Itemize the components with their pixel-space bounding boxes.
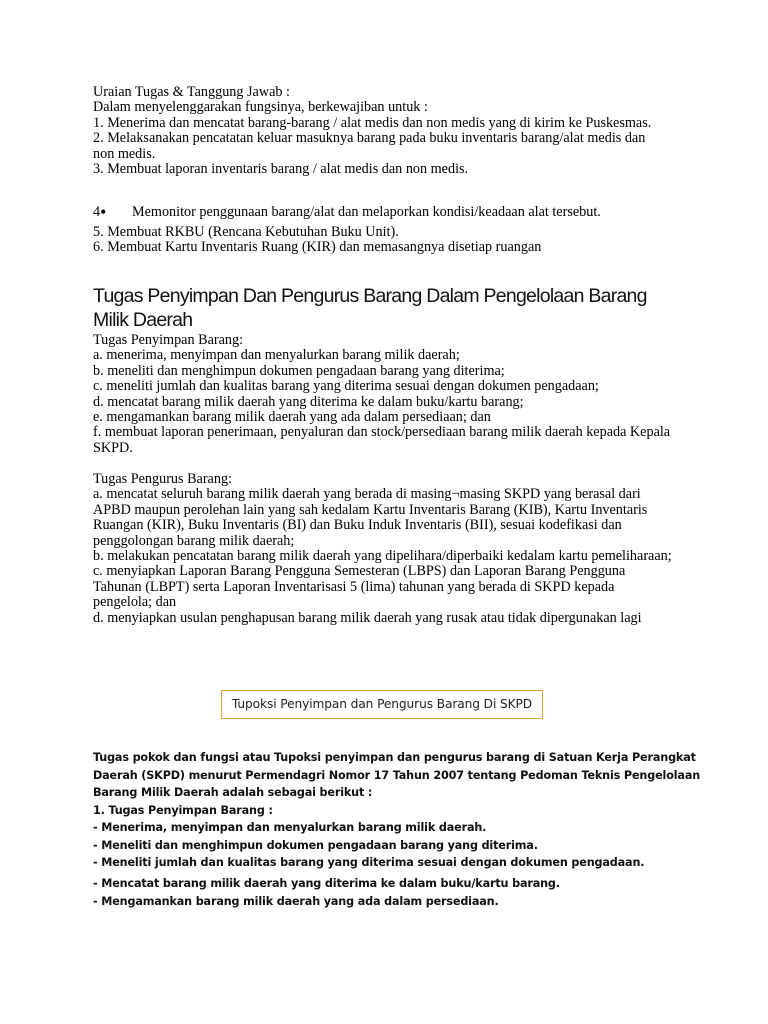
penyimpan-item-f-line-2: SKPD. [93, 439, 133, 456]
pengurus-item-a-line-4: penggolongan barang milik daerah; [93, 532, 295, 549]
tupoksi-list-title: 1. Tugas Penyimpan Barang : [93, 803, 273, 817]
tupoksi-para-line-3: Barang Milik Daerah adalah sebagai berikut : [93, 786, 373, 799]
duties-intro [93, 85, 683, 177]
penyimpan-item-a: a. menerima, menyimpan dan menyalurkan barang milik daerah; [93, 347, 460, 364]
penyimpan-item-d: d. mencatat barang milik daerah yang diterima ke dalam buku/kartu barang; [93, 393, 524, 410]
tupoksi-para-line-2: Daerah (SKPD) menurut Permendagri Nomor 17 Tahun 2007 tentang Pedoman Teknis Pengelolaan [93, 768, 701, 782]
pengurus-item-d: d. menyiapkan usulan penghapusan barang milik daerah yang rusak atau tidak dipergunakan lagi [93, 609, 642, 626]
tupoksi-item-2: - Meneliti dan menghimpun dokumen pengadaan barang yang diterima. [93, 838, 538, 852]
duty-item-2-line-2: non medis. [93, 145, 156, 162]
tupoksi-item-4: - Mencatat barang milik daerah yang diterima ke dalam buku/kartu barang. [93, 877, 560, 890]
penyimpan-item-f-line-1: f. membuat laporan penerimaan, penyaluran dan stock/persediaan barang milik daerah kepada Kepala [93, 424, 671, 441]
penyimpan-title: Tugas Penyimpan Barang: [93, 332, 244, 348]
tupoksi-paragraph [93, 749, 701, 872]
section-title-line-1: Tugas Penyimpan Dan Pengurus Barang Dalam Pengelolaan Barang [93, 285, 647, 307]
penyimpan-item-b: b. meneliti dan menghimpun dokumen pengadaan barang yang diterima; [93, 362, 505, 379]
pengurus-item-a-line-1: a. mencatat seluruh barang milik daerah yang berada di masing¬masing SKPD yang berasal dari [93, 486, 641, 503]
pengurus-item-a-line-3: Ruangan (KIR), Buku Inventaris (BI) dan Buku Induk Inventaris (BII), sesuai kodefikasi dan [93, 517, 622, 534]
duty-item-6: 6. Membuat Kartu Inventaris Ruang (KIR) dan memasangnya disetiap ruangan [93, 239, 542, 256]
duties-heading: Uraian Tugas & Tanggung Jawab : [93, 84, 290, 100]
pengurus-section [93, 472, 683, 626]
bullet-icon: • [100, 202, 107, 222]
duty-item-5: 5. Membuat RKBU (Rencana Kebutuhan Buku Unit). [93, 224, 399, 240]
duty-items-5-6 [93, 225, 683, 256]
pengurus-item-b: b. melakukan pencatatan barang milik daerah yang dipelihara/diperbaiki kedalam kartu pemeliharaan; [93, 548, 672, 565]
tupoksi-list-continued [93, 875, 693, 910]
tupoksi-para-line-1: Tugas pokok dan fungsi atau Tupoksi penyimpan dan pengurus barang di Satuan Kerja Perangkat [93, 751, 696, 764]
penyimpan-item-c: c. meneliti jumlah dan kualitas barang yang diterima sesuai dengan dokumen pengadaan; [93, 378, 599, 395]
pengurus-item-c-line-3: pengelola; dan [93, 594, 177, 611]
duty-item-4-number: 4 [93, 204, 101, 220]
section-title [93, 284, 693, 332]
pengurus-item-c-line-1: c. menyiapkan Laporan Barang Pengguna Semesteran (LBPS) dan Laporan Barang Pengguna [93, 563, 626, 580]
duty-item-2-line-1: 2. Melaksanakan pencatatan keluar masuknya barang pada buku inventaris barang/alat medis dan [93, 130, 646, 147]
pengurus-title: Tugas Pengurus Barang: [93, 471, 232, 487]
tupoksi-title-box: Tupoksi Penyimpan dan Pengurus Barang Di SKPD [221, 690, 543, 719]
duty-item-3: 3. Membuat laporan inventaris barang / alat medis dan non medis. [93, 161, 469, 178]
tupoksi-item-3: - Meneliti jumlah dan kualitas barang yang diterima sesuai dengan dokumen pengadaan. [93, 856, 645, 869]
tupoksi-item-1: - Menerima, menyimpan dan menyalurkan barang milik daerah. [93, 821, 487, 834]
duties-subheading: Dalam menyelenggarakan fungsinya, berkewajiban untuk : [93, 99, 428, 116]
duty-item-1: 1. Menerima dan mencatat barang-barang / alat medis dan non medis yang di kirim ke Puskesmas. [93, 114, 652, 131]
penyimpan-section [93, 333, 683, 456]
duty-item-4-text: Memonitor penggunaan barang/alat dan melaporkan kondisi/keadaan alat tersebut. [132, 204, 601, 220]
pengurus-item-a-line-2: APBD maupun perolehan lain yang sah kedalam Kartu Inventaris Barang (KIB), Kartu Inventaris [93, 501, 648, 518]
tupoksi-item-5: - Mengamankan barang milik daerah yang ada dalam persediaan. [93, 894, 499, 908]
pengurus-item-c-line-2: Tahunan (LBPT) serta Laporan Inventarisasi 5 (lima) tahunan yang berada di SKPD kepada [93, 578, 615, 595]
duty-item-4 [93, 202, 693, 222]
section-title-line-2: Milik Daerah [93, 309, 193, 331]
penyimpan-item-e: e. mengamankan barang milik daerah yang ada dalam persediaan; dan [93, 409, 491, 426]
